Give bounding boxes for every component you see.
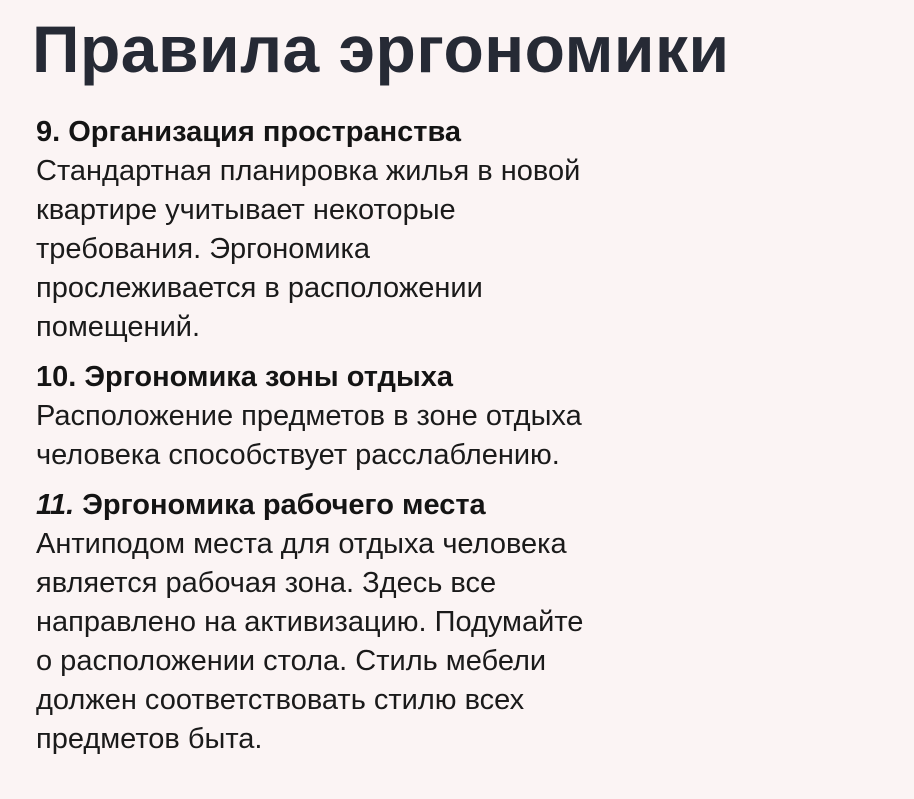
rule-body-9 — [36, 152, 896, 347]
slide-content — [36, 112, 896, 769]
rule-body-line: направлено на активизацию. Подумайте — [36, 606, 584, 638]
rule-title-10: Эргономика зоны отдыха — [84, 361, 453, 393]
rule-section-9 — [36, 112, 896, 347]
rule-heading-9 — [36, 112, 896, 152]
rule-body-line: Расположение предметов в зоне отдыха — [36, 400, 582, 432]
rule-body-11 — [36, 525, 896, 759]
rule-body-line: требования. Эргономика — [36, 233, 370, 265]
rule-heading-10 — [36, 357, 896, 397]
rule-title-9: Организация пространства — [68, 116, 462, 148]
rule-heading-11 — [36, 485, 896, 525]
rule-body-line: является рабочая зона. Здесь все — [36, 567, 497, 599]
rule-body-line: помещений. — [36, 311, 201, 343]
rule-body-line: предметов быта. — [36, 723, 263, 755]
rule-number-10: 10. — [36, 361, 77, 393]
rule-number-9: 9. — [36, 116, 61, 148]
rule-body-line: квартире учитывает некоторые — [36, 194, 456, 226]
slide-title: Правила эргономики — [32, 12, 730, 86]
rule-body-line: должен соответствовать стилю всех — [36, 684, 525, 716]
rule-body-line: о расположении стола. Стиль мебели — [36, 645, 547, 677]
rule-body-line: Антиподом места для отдыха человека — [36, 528, 567, 560]
rule-body-line: прослеживается в расположении — [36, 272, 483, 304]
rule-body-10 — [36, 397, 896, 475]
rule-title-11: Эргономика рабочего места — [82, 489, 486, 521]
rule-section-11 — [36, 485, 896, 759]
rule-body-line: Стандартная планировка жилья в новой — [36, 155, 581, 187]
rule-number-11: 11. — [36, 489, 75, 521]
rule-section-10 — [36, 357, 896, 475]
rule-body-line: человека способствует расслаблению. — [36, 439, 560, 471]
